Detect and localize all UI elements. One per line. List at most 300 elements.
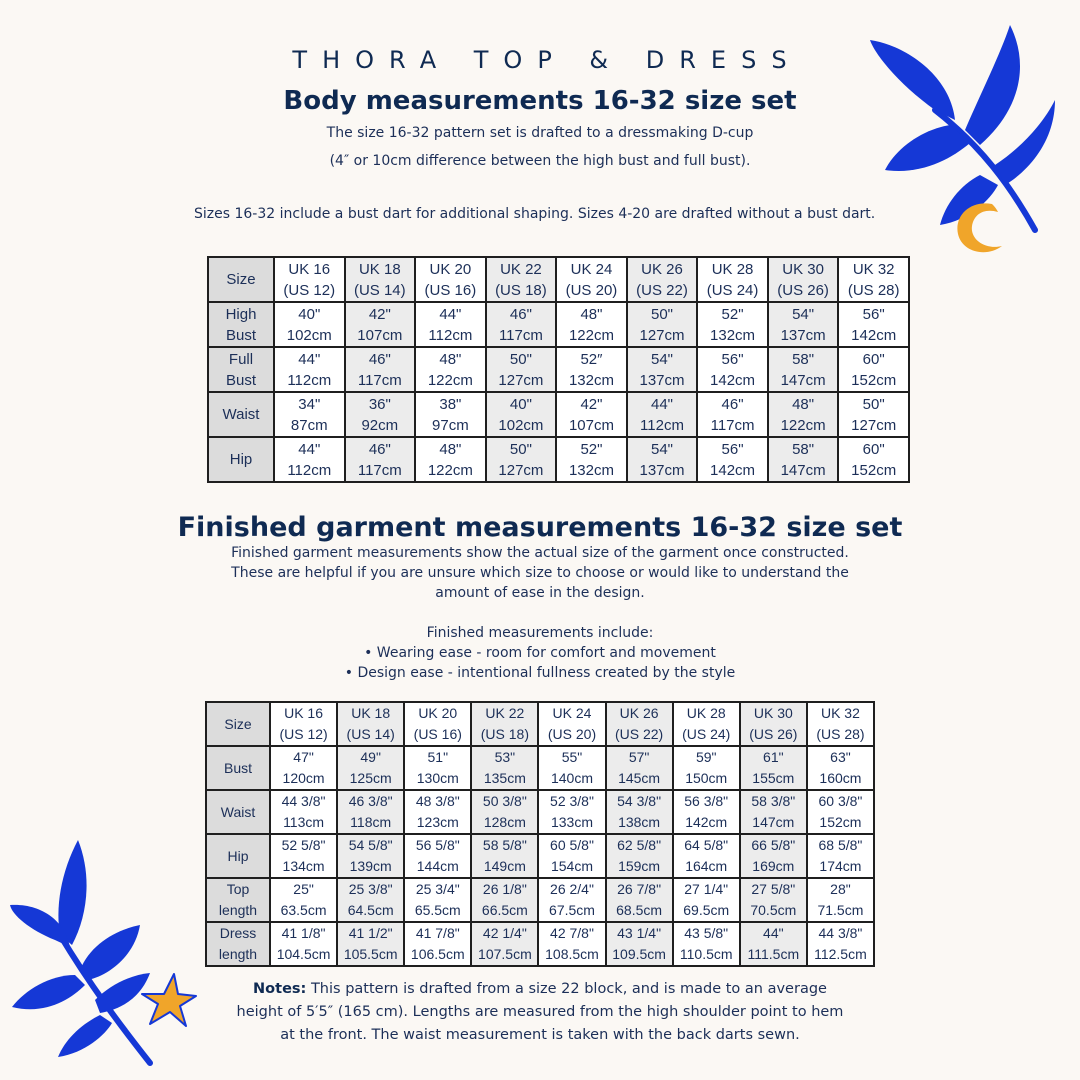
cell-metric: 152cm	[851, 371, 897, 389]
cell-metric: 104.5cm	[276, 946, 331, 962]
size-column-header	[415, 257, 486, 302]
table-cell	[471, 878, 538, 922]
size-uk: UK 30	[753, 705, 793, 721]
cell-imperial: 50"	[509, 440, 532, 458]
cell-metric: 102cm	[498, 416, 544, 434]
cell-imperial: 44"	[651, 395, 674, 413]
cell-imperial: 48 3/8"	[415, 793, 460, 809]
cell-metric: 174cm	[819, 858, 862, 874]
cell-metric: 122cm	[780, 416, 826, 434]
cell-metric: 127cm	[851, 416, 897, 434]
include-item-wearing-ease: • Wearing ease - room for comfort and movement	[364, 645, 716, 661]
size-us: (US 18)	[480, 726, 529, 742]
cell-imperial: 46"	[368, 440, 391, 458]
row-label	[208, 392, 274, 437]
table-cell	[807, 746, 874, 790]
table-cell	[673, 834, 740, 878]
cell-imperial: 55"	[561, 749, 583, 765]
cell-metric: 150cm	[685, 770, 728, 786]
row-label-line1: Hip	[229, 451, 253, 468]
cell-metric: 137cm	[780, 326, 826, 344]
size-column-header	[838, 257, 909, 302]
cell-imperial: 56 3/8"	[684, 793, 729, 809]
cell-metric: 145cm	[618, 770, 661, 786]
cell-imperial: 68 5/8"	[818, 837, 863, 853]
size-column-header	[471, 702, 538, 746]
size-uk: UK 24	[570, 260, 613, 278]
cell-imperial: 41 7/8"	[415, 925, 460, 941]
row-label	[206, 790, 270, 834]
size-uk: UK 20	[418, 705, 458, 721]
cell-metric: 152cm	[851, 461, 897, 479]
size-column-header	[337, 702, 404, 746]
cell-imperial: 61"	[763, 749, 784, 765]
table-cell	[471, 746, 538, 790]
cell-imperial: 40"	[298, 305, 321, 323]
cell-metric: 97cm	[432, 416, 469, 434]
row-label	[206, 878, 270, 922]
star-icon	[138, 970, 200, 1032]
cell-metric: 122cm	[427, 371, 473, 389]
cell-imperial: 54"	[651, 350, 674, 368]
table-cell	[768, 437, 839, 482]
table-cell	[345, 392, 416, 437]
cell-imperial: 54 5/8"	[348, 837, 393, 853]
cell-metric: 113cm	[283, 814, 325, 830]
cell-imperial: 41 1/2"	[348, 925, 393, 941]
table-cell	[556, 347, 627, 392]
cell-metric: 135cm	[483, 770, 526, 786]
cell-metric: 164cm	[685, 858, 728, 874]
cell-imperial: 56"	[721, 350, 744, 368]
size-us: (US 16)	[424, 281, 477, 299]
table-cell	[274, 347, 345, 392]
size-uk: UK 30	[782, 260, 824, 278]
size-uk: UK 22	[485, 705, 525, 721]
cell-imperial: 56"	[721, 440, 744, 458]
row-label-line2: Bust	[225, 371, 256, 389]
size-uk: UK 16	[284, 705, 324, 721]
cell-imperial: 47"	[293, 749, 314, 765]
cell-imperial: 53"	[494, 749, 516, 765]
cell-imperial: 48"	[580, 305, 603, 323]
cell-imperial: 52"	[721, 305, 744, 323]
size-uk: UK 28	[686, 705, 726, 721]
table-cell	[404, 878, 471, 922]
cell-imperial: 46"	[368, 350, 391, 368]
cell-imperial: 40"	[509, 395, 532, 413]
cell-imperial: 46"	[509, 305, 532, 323]
cell-imperial: 41 1/8"	[281, 925, 326, 941]
table-row	[206, 746, 874, 790]
cell-metric: 147cm	[780, 371, 826, 389]
size-uk: UK 28	[711, 260, 754, 278]
cell-imperial: 52″	[580, 350, 603, 368]
cell-imperial: 59"	[695, 749, 717, 765]
row-label-line1: Dress	[219, 925, 257, 941]
cell-imperial: 58"	[792, 440, 815, 458]
cell-imperial: 58 3/8"	[751, 793, 796, 809]
table-cell	[697, 392, 768, 437]
table-cell	[627, 437, 698, 482]
table-cell	[270, 834, 337, 878]
table-cell	[270, 746, 337, 790]
cell-imperial: 25 3/4"	[415, 881, 460, 897]
cell-imperial: 63"	[830, 749, 851, 765]
row-label	[208, 347, 274, 392]
size-us: (US 26)	[777, 281, 829, 299]
cell-imperial: 27 1/4"	[684, 881, 729, 897]
cell-imperial: 54"	[651, 440, 674, 458]
row-label-line1: Waist	[222, 406, 260, 423]
leaf-branch-icon	[0, 835, 165, 1070]
size-column-header	[538, 702, 605, 746]
size-uk: UK 26	[641, 260, 683, 278]
cell-metric: 132cm	[568, 461, 614, 479]
row-label	[208, 302, 274, 347]
cell-metric: 120cm	[282, 770, 325, 786]
row-label-line2: length	[218, 902, 258, 918]
cell-metric: 127cm	[639, 326, 685, 344]
row-label-line2: Bust	[225, 326, 256, 344]
cell-imperial: 42"	[368, 305, 391, 323]
cell-metric: 68.5cm	[616, 902, 663, 918]
cell-metric: 140cm	[550, 770, 593, 786]
size-uk: UK 32	[852, 260, 895, 278]
cell-metric: 70.5cm	[750, 902, 797, 918]
row-label-line2: length	[218, 946, 258, 962]
table-header-row	[206, 702, 874, 746]
table-cell	[486, 302, 557, 347]
size-us: (US 22)	[614, 726, 664, 742]
table-row	[206, 878, 874, 922]
cell-imperial: 52"	[580, 440, 603, 458]
table-cell	[838, 347, 909, 392]
row-label-line1: Waist	[220, 803, 256, 820]
cell-metric: 107.5cm	[478, 946, 532, 962]
table-cell	[337, 922, 404, 966]
cell-imperial: 43 1/4"	[617, 925, 662, 941]
cell-imperial: 44 3/8"	[818, 925, 863, 941]
cell-imperial: 49"	[360, 749, 381, 765]
cell-imperial: 38"	[439, 395, 462, 413]
cell-metric: 142cm	[685, 814, 728, 830]
table-cell	[807, 834, 874, 878]
cell-imperial: 54 3/8"	[617, 793, 662, 809]
cell-imperial: 28"	[830, 881, 851, 897]
cell-metric: 87cm	[290, 416, 328, 434]
size-us: (US 24)	[682, 726, 731, 742]
table-cell	[270, 878, 337, 922]
cell-metric: 144cm	[416, 858, 459, 874]
cell-metric: 112.5cm	[814, 946, 867, 962]
table-row	[206, 922, 874, 966]
table-cell	[627, 302, 698, 347]
table-cell	[807, 790, 874, 834]
cell-imperial: 60 3/8"	[818, 793, 863, 809]
cell-metric: 122cm	[568, 326, 614, 344]
cell-imperial: 44"	[439, 305, 462, 323]
cell-imperial: 42"	[580, 395, 603, 413]
cell-imperial: 60"	[862, 350, 885, 368]
table-cell	[337, 746, 404, 790]
table-cell	[415, 347, 486, 392]
size-uk: UK 18	[358, 260, 401, 278]
row-label-line1: High	[225, 305, 257, 323]
table-cell	[627, 347, 698, 392]
size-column-header	[556, 257, 627, 302]
table-cell	[471, 790, 538, 834]
cell-metric: 169cm	[752, 858, 795, 874]
finished-measurements-title: Finished garment measurements 16-32 size set	[177, 512, 903, 543]
size-column-header	[740, 702, 807, 746]
table-cell	[538, 790, 605, 834]
cell-metric: 107cm	[357, 326, 403, 344]
row-label-line1: Full	[228, 350, 254, 368]
cell-metric: 71.5cm	[817, 902, 864, 918]
cell-metric: 142cm	[710, 371, 756, 389]
size-column-header	[697, 257, 768, 302]
table-row	[208, 392, 909, 437]
table-cell	[606, 834, 673, 878]
size-us: (US 14)	[353, 281, 406, 299]
cell-imperial: 56"	[862, 305, 885, 323]
cell-metric: 117cm	[498, 326, 543, 344]
cell-metric: 139cm	[349, 858, 392, 874]
cell-imperial: 42 1/4"	[482, 925, 527, 941]
size-us: (US 24)	[706, 281, 759, 299]
cell-imperial: 58"	[792, 350, 815, 368]
table-cell	[337, 878, 404, 922]
cell-metric: 108.5cm	[545, 946, 599, 962]
cell-imperial: 51"	[427, 749, 449, 765]
table-cell	[556, 437, 627, 482]
cell-metric: 155cm	[752, 770, 795, 786]
cell-metric: 65.5cm	[414, 902, 461, 918]
size-column-header	[274, 257, 345, 302]
cell-metric: 127cm	[498, 461, 544, 479]
table-cell	[556, 392, 627, 437]
table-cell	[768, 392, 839, 437]
size-column-header	[807, 702, 874, 746]
intro-line-2: (4″ or 10cm difference between the high bust and full bust).	[329, 153, 751, 169]
cell-imperial: 42 7/8"	[550, 925, 594, 941]
notes-label: Notes:	[253, 981, 307, 997]
cell-metric: 132cm	[568, 371, 614, 389]
cell-metric: 112cm	[428, 326, 473, 344]
table-cell	[740, 922, 807, 966]
dart-note: Sizes 16-32 include a bust dart for additional shaping. Sizes 4-20 are drafted without a bust dart.	[194, 206, 876, 222]
body-measurements-title: Body measurements 16-32 size set	[283, 86, 797, 116]
cell-imperial: 64 5/8"	[684, 837, 729, 853]
cell-metric: 152cm	[819, 814, 862, 830]
cell-metric: 106.5cm	[410, 946, 465, 962]
table-cell	[838, 437, 909, 482]
table-cell	[415, 437, 486, 482]
cell-metric: 64.5cm	[347, 902, 394, 918]
cell-metric: 117cm	[710, 416, 755, 434]
cell-imperial: 34"	[298, 395, 321, 413]
size-header: Size	[208, 257, 274, 302]
cell-imperial: 46"	[721, 395, 744, 413]
table-cell	[270, 790, 337, 834]
include-item-design-ease: • Design ease - intentional fullness created by the style	[344, 665, 736, 681]
cell-metric: 138cm	[618, 814, 661, 830]
cell-metric: 130cm	[416, 770, 459, 786]
cell-imperial: 62 5/8"	[617, 837, 662, 853]
size-us: (US 22)	[636, 281, 688, 299]
table-header-row	[208, 257, 909, 302]
cell-imperial: 52 5/8"	[281, 837, 326, 853]
table-cell	[740, 834, 807, 878]
cell-imperial: 48"	[792, 395, 815, 413]
row-label	[208, 437, 274, 482]
cell-imperial: 44"	[763, 925, 784, 941]
table-cell	[274, 392, 345, 437]
size-column-header	[768, 257, 839, 302]
cell-imperial: 25 3/8"	[348, 881, 393, 897]
cell-metric: 160cm	[819, 770, 862, 786]
table-cell	[697, 302, 768, 347]
cell-imperial: 26 7/8"	[617, 881, 662, 897]
table-cell	[404, 834, 471, 878]
table-cell	[538, 878, 605, 922]
cell-metric: 159cm	[618, 858, 661, 874]
cell-metric: 63.5cm	[280, 902, 327, 918]
cell-metric: 69.5cm	[683, 902, 730, 918]
table-cell	[337, 790, 404, 834]
table-cell	[697, 347, 768, 392]
intro-line-1: The size 16-32 pattern set is drafted to a dressmaking D-cup	[326, 125, 754, 141]
table-cell	[807, 878, 874, 922]
brand-title: THORA TOP & DRESS	[292, 46, 802, 74]
table-row	[206, 790, 874, 834]
table-cell	[415, 392, 486, 437]
cell-metric: 112cm	[287, 461, 332, 479]
size-uk: UK 18	[351, 705, 391, 721]
notes-paragraph	[230, 978, 850, 1047]
size-us: (US 20)	[547, 726, 597, 742]
table-cell	[768, 302, 839, 347]
table-cell	[471, 834, 538, 878]
table-cell	[345, 437, 416, 482]
cell-imperial: 44"	[298, 350, 321, 368]
cell-metric: 147cm	[780, 461, 826, 479]
cell-metric: 142cm	[710, 461, 756, 479]
cell-imperial: 25"	[293, 881, 314, 897]
cell-imperial: 43 5/8"	[684, 925, 729, 941]
size-column-header	[627, 257, 698, 302]
table-cell	[538, 922, 605, 966]
cell-imperial: 57"	[628, 749, 650, 765]
row-label	[206, 834, 270, 878]
table-cell	[274, 302, 345, 347]
cell-metric: 117cm	[357, 461, 402, 479]
size-uk: UK 26	[619, 705, 659, 721]
table-cell	[538, 746, 605, 790]
cell-imperial: 44 3/8"	[281, 793, 326, 809]
finished-measurements-table	[205, 701, 875, 967]
cell-metric: 137cm	[639, 371, 685, 389]
cell-metric: 137cm	[639, 461, 685, 479]
cell-metric: 128cm	[483, 814, 526, 830]
table-cell	[471, 922, 538, 966]
table-cell	[740, 878, 807, 922]
cell-imperial: 48"	[439, 440, 462, 458]
table-cell	[486, 392, 557, 437]
table-cell	[404, 922, 471, 966]
table-cell	[556, 302, 627, 347]
cell-metric: 102cm	[286, 326, 332, 344]
cell-imperial: 36"	[368, 395, 391, 413]
cell-imperial: 52 3/8"	[550, 793, 594, 809]
table-cell	[345, 302, 416, 347]
cell-metric: 142cm	[851, 326, 897, 344]
table-cell	[673, 790, 740, 834]
cell-imperial: 50"	[509, 350, 532, 368]
cell-imperial: 46 3/8"	[348, 793, 393, 809]
size-column-header	[270, 702, 337, 746]
cell-metric: 92cm	[361, 416, 399, 434]
size-us: (US 12)	[283, 281, 336, 299]
cell-metric: 122cm	[427, 461, 473, 479]
table-cell	[740, 746, 807, 790]
cell-imperial: 26 2/4"	[550, 881, 594, 897]
body-measurements-table	[207, 256, 910, 483]
table-row	[208, 437, 909, 482]
row-label-line1: Bust	[223, 759, 252, 776]
size-header: Size	[206, 702, 270, 746]
table-cell	[486, 347, 557, 392]
size-us: (US 12)	[279, 726, 328, 742]
table-row	[206, 834, 874, 878]
cell-imperial: 58 5/8"	[482, 837, 527, 853]
table-cell	[606, 746, 673, 790]
size-us: (US 28)	[816, 726, 865, 742]
cell-metric: 147cm	[752, 814, 795, 830]
finished-line-2: These are helpful if you are unsure which size to choose or would like to understand the	[231, 565, 849, 581]
cell-metric: 118cm	[350, 814, 392, 830]
cell-metric: 125cm	[349, 770, 392, 786]
table-cell	[627, 392, 698, 437]
table-cell	[606, 878, 673, 922]
cell-metric: 67.5cm	[549, 902, 595, 918]
cell-metric: 111.5cm	[747, 946, 800, 962]
cell-imperial: 60 5/8"	[550, 837, 594, 853]
table-cell	[486, 437, 557, 482]
table-cell	[807, 922, 874, 966]
cell-imperial: 50"	[862, 395, 885, 413]
cell-metric: 109.5cm	[612, 946, 666, 962]
size-uk: UK 22	[500, 260, 542, 278]
cell-imperial: 66 5/8"	[751, 837, 796, 853]
table-cell	[838, 302, 909, 347]
cell-metric: 133cm	[550, 814, 593, 830]
table-cell	[740, 790, 807, 834]
size-uk: UK 32	[820, 705, 860, 721]
cell-imperial: 56 5/8"	[415, 837, 460, 853]
cell-metric: 105.5cm	[343, 946, 398, 962]
size-column-header	[404, 702, 471, 746]
size-column-header	[486, 257, 557, 302]
size-uk: UK 24	[552, 705, 592, 721]
table-cell	[404, 790, 471, 834]
table-cell	[673, 878, 740, 922]
table-cell	[274, 437, 345, 482]
table-row	[208, 302, 909, 347]
size-column-header	[345, 257, 416, 302]
includes-heading: Finished measurements include:	[426, 625, 654, 641]
